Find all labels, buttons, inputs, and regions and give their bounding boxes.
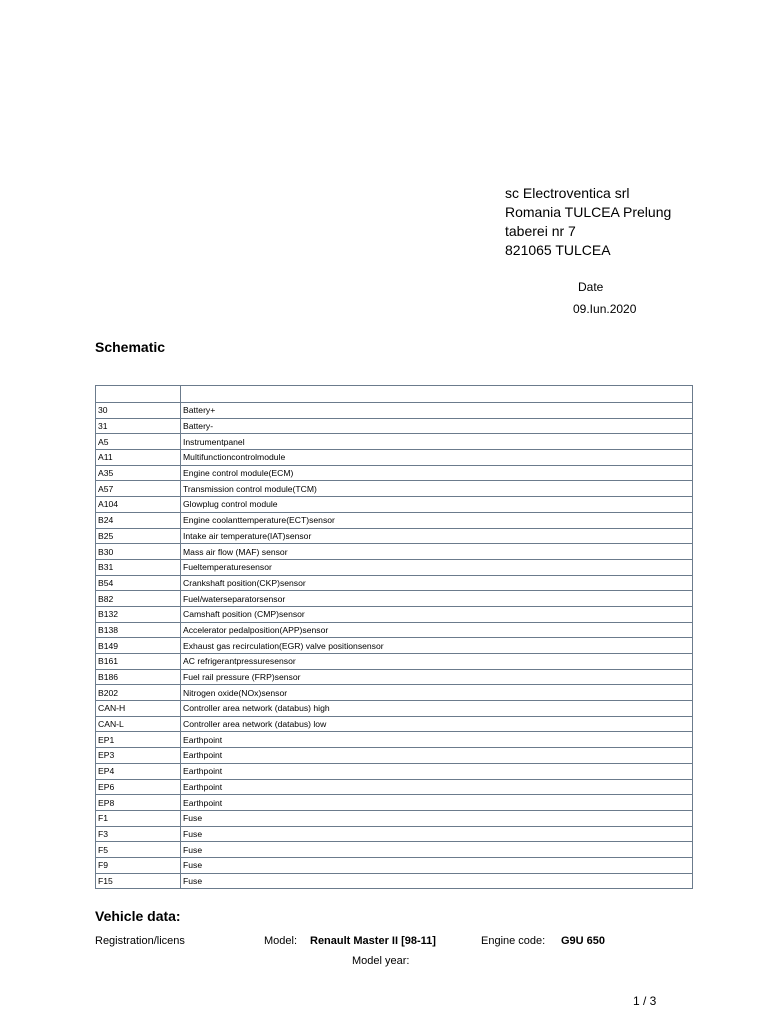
date-label: Date <box>578 280 604 294</box>
table-header-row <box>96 386 693 403</box>
component-description: Exhaust gas recirculation(EGR) valve positionsensor <box>181 638 693 654</box>
component-code: A35 <box>96 465 181 481</box>
table-row <box>96 497 693 513</box>
component-code: CAN-H <box>96 701 181 717</box>
schematic-table <box>95 385 693 889</box>
component-code: A104 <box>96 497 181 513</box>
table-row <box>96 622 693 638</box>
table-row <box>96 434 693 450</box>
component-code: 30 <box>96 403 181 419</box>
table-row <box>96 669 693 685</box>
table-row <box>96 873 693 889</box>
model-year-label: Model year: <box>352 955 410 967</box>
model-label: Model: <box>264 935 298 947</box>
component-description: Fuel rail pressure (FRP)sensor <box>181 669 693 685</box>
address-line-2: Romania TULCEA Prelung <box>505 204 672 220</box>
table-row <box>96 481 693 497</box>
component-description: Earthpoint <box>181 779 693 795</box>
component-code: CAN-L <box>96 716 181 732</box>
table-row <box>96 810 693 826</box>
component-code: F1 <box>96 810 181 826</box>
component-code: EP3 <box>96 748 181 764</box>
table-row <box>96 857 693 873</box>
company-address <box>505 184 671 260</box>
table-row <box>96 418 693 434</box>
table-row <box>96 575 693 591</box>
component-description: Earthpoint <box>181 795 693 811</box>
component-code: EP1 <box>96 732 181 748</box>
table-row <box>96 528 693 544</box>
component-code: B186 <box>96 669 181 685</box>
component-description: Battery+ <box>181 403 693 419</box>
component-description: Fuse <box>181 826 693 842</box>
header-cell-desc <box>181 386 693 403</box>
component-description: Transmission control module(TCM) <box>181 481 693 497</box>
component-description: Fuel/waterseparatorsensor <box>181 591 693 607</box>
component-code: EP8 <box>96 795 181 811</box>
table-row <box>96 701 693 717</box>
table-row <box>96 403 693 419</box>
component-description: Camshaft position (CMP)sensor <box>181 606 693 622</box>
component-code: A11 <box>96 450 181 466</box>
table-row <box>96 842 693 858</box>
table-row <box>96 559 693 575</box>
component-code: F5 <box>96 842 181 858</box>
component-description: Earthpoint <box>181 763 693 779</box>
page-number: 1 / 3 <box>633 994 657 1008</box>
component-code: F15 <box>96 873 181 889</box>
component-code: EP6 <box>96 779 181 795</box>
component-code: A57 <box>96 481 181 497</box>
component-description: Fuse <box>181 842 693 858</box>
component-description: Engine coolanttemperature(ECT)sensor <box>181 512 693 528</box>
component-description: Earthpoint <box>181 748 693 764</box>
model-value: Renault Master II [98-11] <box>310 935 436 947</box>
component-description: Controller area network (databus) low <box>181 716 693 732</box>
component-code: B54 <box>96 575 181 591</box>
table-row <box>96 716 693 732</box>
component-description: Fuse <box>181 857 693 873</box>
table-row <box>96 638 693 654</box>
component-description: Earthpoint <box>181 732 693 748</box>
table-row <box>96 591 693 607</box>
component-code: B30 <box>96 544 181 560</box>
table-row <box>96 779 693 795</box>
table-row <box>96 795 693 811</box>
table-row <box>96 763 693 779</box>
schematic-title: Schematic <box>95 339 166 355</box>
table-row <box>96 732 693 748</box>
component-code: B161 <box>96 654 181 670</box>
table-row <box>96 654 693 670</box>
component-description: Controller area network (databus) high <box>181 701 693 717</box>
component-code: B202 <box>96 685 181 701</box>
component-description: Instrumentpanel <box>181 434 693 450</box>
component-code: B138 <box>96 622 181 638</box>
date-value: 09.Iun.2020 <box>573 302 637 316</box>
table-row <box>96 544 693 560</box>
component-description: Glowplug control module <box>181 497 693 513</box>
component-description: Multifunctioncontrolmodule <box>181 450 693 466</box>
table-row <box>96 826 693 842</box>
address-line-4: 821065 TULCEA <box>505 242 611 258</box>
registration-label: Registration/licens <box>95 935 185 947</box>
component-code: B82 <box>96 591 181 607</box>
component-description: Intake air temperature(IAT)sensor <box>181 528 693 544</box>
component-code: F9 <box>96 857 181 873</box>
component-code: EP4 <box>96 763 181 779</box>
engine-code-label: Engine code: <box>481 935 546 947</box>
component-code: B149 <box>96 638 181 654</box>
component-code: 31 <box>96 418 181 434</box>
component-code: F3 <box>96 826 181 842</box>
table-row <box>96 606 693 622</box>
component-code: A5 <box>96 434 181 450</box>
table-row <box>96 465 693 481</box>
component-description: Fuse <box>181 810 693 826</box>
component-description: Nitrogen oxide(NOx)sensor <box>181 685 693 701</box>
table-row <box>96 748 693 764</box>
table-row <box>96 685 693 701</box>
engine-code-value: G9U 650 <box>561 935 606 947</box>
vehicle-data-title: Vehicle data: <box>95 908 181 924</box>
component-description: AC refrigerantpressuresensor <box>181 654 693 670</box>
table-row <box>96 450 693 466</box>
component-code: B132 <box>96 606 181 622</box>
header-cell-code <box>96 386 181 403</box>
component-description: Crankshaft position(CKP)sensor <box>181 575 693 591</box>
address-line-3: taberei nr 7 <box>505 223 576 239</box>
component-code: B24 <box>96 512 181 528</box>
component-description: Fuse <box>181 873 693 889</box>
component-description: Engine control module(ECM) <box>181 465 693 481</box>
table-row <box>96 512 693 528</box>
address-line-1: sc Electroventica srl <box>505 185 630 201</box>
component-description: Accelerator pedalposition(APP)sensor <box>181 622 693 638</box>
component-code: B25 <box>96 528 181 544</box>
component-description: Mass air flow (MAF) sensor <box>181 544 693 560</box>
component-description: Fueltemperaturesensor <box>181 559 693 575</box>
component-code: B31 <box>96 559 181 575</box>
component-description: Battery- <box>181 418 693 434</box>
